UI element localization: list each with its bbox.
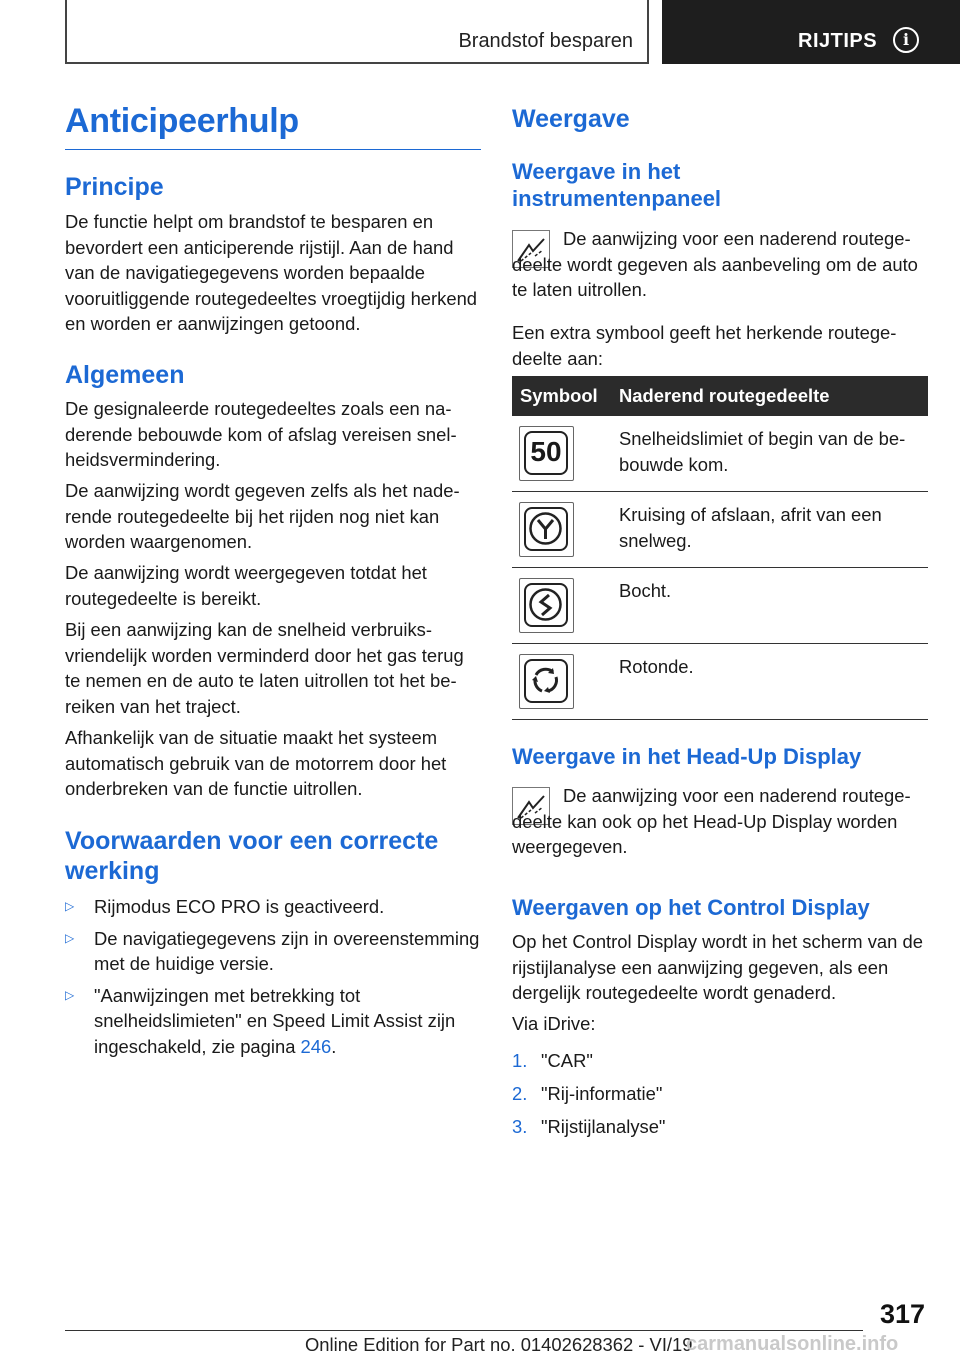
list-item: 2. "Rij-informatie" <box>512 1083 663 1104</box>
triangle-bullet-icon: ▷ <box>65 987 75 1002</box>
principe-text: De functie helpt om brandstof te besparen en bevordert een anticiperende rijstijl. Aan de hand van de navigatiegegevens worden bepaalde vooruitliggende routegedeeltes vroegtijdig herkend en worden er aanwijzingen getoond. <box>65 211 478 334</box>
junction-icon <box>519 502 574 557</box>
requirements-list <box>65 894 481 1065</box>
footer-divider <box>65 1330 863 1331</box>
algemeen-paragraph: De gesignaleerde routegedeeltes zoals een naderende bebouwde kom of afslag vereisen snelheidsvermindering. <box>65 398 457 470</box>
list-item: ▷ De navigatiegegevens zijn in overeenstemming met de huidige versie. <box>65 927 480 974</box>
algemeen-paragraph: Bij een aanwijzing kan de snelheid verbruiksvriendelijk worden verminderd door het gas terug te nemen en de auto te laten uitrollen tot het bereiken van het traject. <box>65 619 464 717</box>
idrive-steps <box>512 1048 928 1147</box>
table-header <box>512 376 928 416</box>
info-icon: i <box>893 27 919 53</box>
table-header-routegedeelte: Naderend routegedeelte <box>619 385 830 406</box>
instrument-text: Een extra symbool geeft het herkende routegedeelte aan: <box>512 322 897 369</box>
list-item: ▷ Rijmodus ECO PRO is geactiveerd. <box>65 894 481 920</box>
symbol-table <box>512 376 928 720</box>
algemeen-paragraph: De aanwijzing wordt weergegeven totdat het routegedeelte is bereikt. <box>65 562 427 609</box>
header-chapter-title: RIJTIPS <box>798 30 878 52</box>
table-cell-desc: Kruising of afslaan, afrit van een snelweg. <box>619 504 882 551</box>
header-chapter-tab <box>662 0 960 64</box>
page-reference-link[interactable]: 246 <box>300 1035 332 1057</box>
algemeen-paragraph: De aanwijzing wordt gegeven zelfs als het naderende routegedeelte bij het rijden nog niet kan worden waargenomen. <box>65 480 460 552</box>
list-item: ▷ "Aanwijzingen met betrekking tot snelheidslimieten" en Speed Limit Assist zijn ingeschakeld, zie pagina 246. <box>65 984 456 1057</box>
table-row <box>512 644 928 720</box>
algemeen-paragraph: Afhankelijk van de situatie maakt het systeem automatisch gebruik van de motorrem door het onderbreken van de functie uitrollen. <box>65 727 447 799</box>
list-item: 3. "Rijstijlanalyse" <box>512 1116 666 1137</box>
roundabout-icon <box>519 654 574 709</box>
watermark: carmanualsonline.info <box>686 1333 899 1355</box>
control-text: Op het Control Display wordt in het scherm van de rijstijlanalyse een aanwijzing gegeven, als een dergelijk routegedeelte wordt genaderd. <box>512 931 923 1003</box>
table-cell-desc: Rotonde. <box>619 656 694 677</box>
instrument-note: De aanwijzing voor een naderend routegedeelte wordt gegeven als aanbeveling om de auto te laten uitrollen. <box>512 228 918 300</box>
hud-note: De aanwijzing voor een naderend routegedeelte kan ook op het Head-Up Display worden weergegeven. <box>512 785 911 857</box>
speed-limit-50-icon: 50 <box>519 426 574 481</box>
heading-weergave: Weergave <box>512 105 630 133</box>
control-via: Via iDrive: <box>512 1013 596 1034</box>
table-row <box>512 416 928 492</box>
table-cell-desc: Snelheidslimiet of begin van de bebouwde kom. <box>619 428 906 475</box>
page-number: 317 <box>880 1299 926 1329</box>
heading-control-display: Weergaven op het Control Display <box>512 895 870 920</box>
header-section-box <box>65 0 649 64</box>
triangle-bullet-icon: ▷ <box>65 930 75 945</box>
heading-algemeen: Algemeen <box>65 361 185 389</box>
table-row <box>512 492 928 568</box>
header-section-title: Brandstof besparen <box>458 30 633 52</box>
table-cell-desc: Bocht. <box>619 580 672 601</box>
heading-voorwaarden: Voorwaarden voor een correcte werking <box>65 827 439 885</box>
footer-edition: Online Edition for Part no. 01402628362 - VI/19 <box>305 1334 693 1355</box>
table-header-symbool: Symbool <box>520 385 598 406</box>
list-item: 1. "CAR" <box>512 1050 593 1071</box>
curve-icon <box>519 578 574 633</box>
page-title: Anticipeerhulp <box>65 102 481 150</box>
heading-instrumentenpaneel: Weergave in het instrumentenpaneel <box>512 159 722 211</box>
triangle-bullet-icon: ▷ <box>65 899 75 913</box>
heading-head-up-display: Weergave in het Head-Up Display <box>512 744 862 769</box>
table-row <box>512 568 928 644</box>
heading-principe: Principe <box>65 173 164 201</box>
